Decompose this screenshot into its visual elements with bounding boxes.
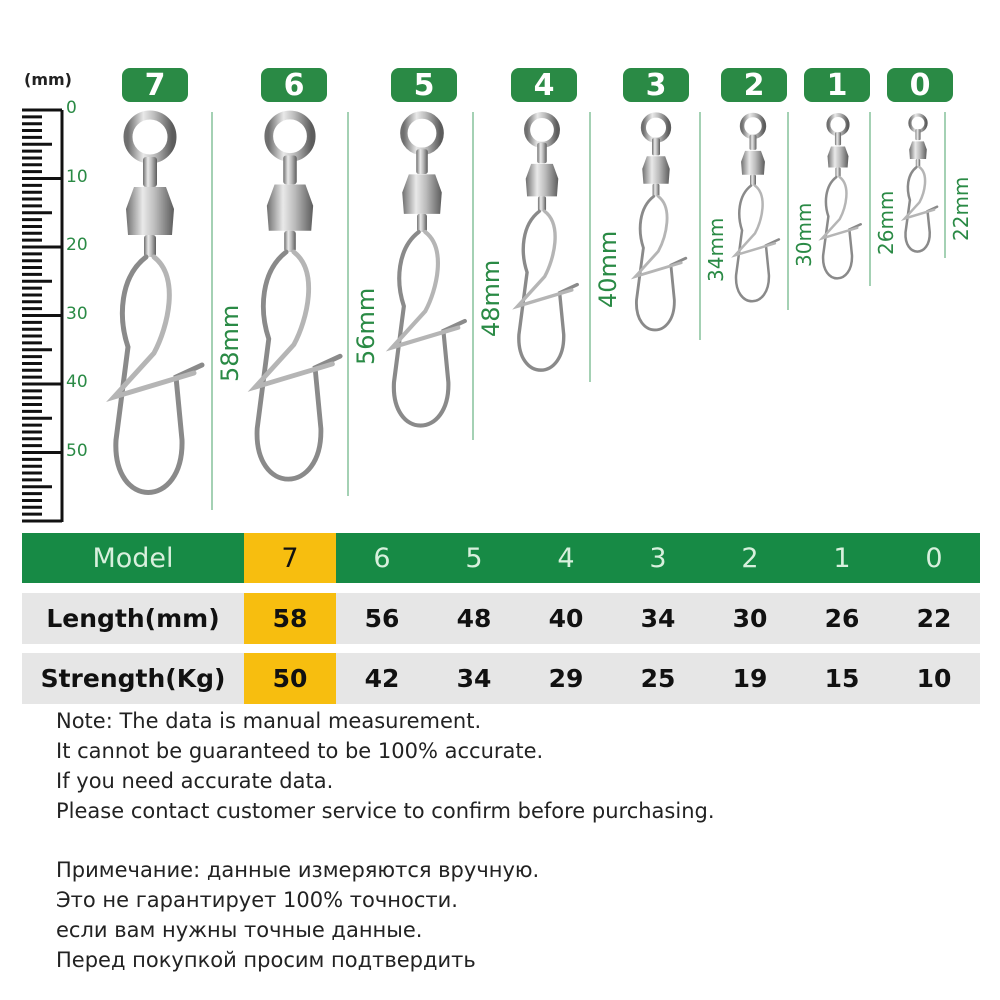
note-line-ru: Это не гарантирует 100% точности. [56, 888, 458, 912]
swivel-snap [635, 115, 685, 330]
length-header: Length(mm) [46, 604, 220, 633]
ruler-tick-label: 30 [66, 303, 88, 324]
ruler-unit: (mm) [24, 70, 72, 89]
table-cell: 58 [244, 593, 336, 644]
swivel-snap [905, 115, 937, 252]
table-row-model [22, 533, 980, 583]
table-cell: 0 [925, 542, 943, 574]
size-badge: 5 [391, 68, 457, 102]
length-label: 34mm [704, 217, 728, 282]
note-line-ru: если вам нужны точные данные. [56, 918, 423, 942]
table-cell: 4 [557, 542, 575, 574]
table-cell: 7 [244, 533, 336, 583]
table-cell: 3 [649, 542, 667, 574]
swivel-snap [518, 115, 578, 370]
table-cell: 40 [548, 604, 584, 633]
note-line-en: Please contact customer service to confirm before purchasing. [56, 799, 715, 823]
length-label: 26mm [874, 190, 898, 255]
ruler-tick-label: 10 [66, 166, 88, 187]
size-badge: 1 [804, 68, 870, 102]
swivel-snap [114, 115, 202, 493]
table-cell: 19 [732, 664, 768, 693]
swivel-snap [255, 115, 340, 479]
strength-header: Strength(Kg) [40, 664, 226, 693]
table-cell: 1 [833, 542, 851, 574]
ruler-tick-label: 0 [66, 98, 77, 118]
size-badge: 6 [261, 68, 327, 102]
ruler-tick-label: 20 [66, 235, 88, 255]
table-cell: 42 [364, 664, 400, 693]
size-badge: 3 [623, 68, 689, 102]
measuring-ruler [22, 110, 62, 522]
measurement-note [56, 706, 715, 975]
length-label: 48mm [477, 259, 505, 338]
ruler-tick-label: 40 [66, 372, 88, 392]
table-cell: 25 [640, 664, 676, 693]
note-line-en: If you need accurate data. [56, 769, 334, 793]
table-cell: 29 [548, 664, 584, 693]
table-cell: 5 [465, 542, 483, 574]
note-line-en: Note: The data is manual measurement. [56, 709, 482, 733]
swivel-snap [735, 115, 779, 301]
table-cell: 34 [640, 604, 676, 633]
size-badge: 2 [721, 68, 787, 102]
table-cell: 15 [824, 664, 860, 693]
table-cell: 6 [373, 542, 391, 574]
table-cell: 56 [364, 604, 400, 633]
size-badge: 0 [887, 68, 953, 102]
table-cell: 50 [244, 653, 336, 704]
swivel-snap [392, 115, 465, 426]
model-header: Model [92, 542, 174, 574]
table-cell: 26 [824, 604, 860, 633]
table-cell: 10 [916, 664, 952, 693]
length-label: 22mm [949, 176, 973, 241]
swivel-snap [822, 115, 860, 278]
table-cell: 48 [456, 604, 492, 633]
table-cell: 22 [916, 604, 952, 633]
note-line-ru: Примечание: данные измеряются вручную. [56, 858, 540, 882]
length-label: 30mm [792, 202, 816, 267]
size-badge: 4 [511, 68, 577, 102]
table-row-strength [22, 653, 980, 704]
size-badge: 7 [122, 68, 188, 102]
length-label: 40mm [594, 230, 622, 309]
length-label: 56mm [352, 287, 380, 366]
note-line-ru: Перед покупкой просим подтвердить [56, 948, 476, 972]
table-cell: 30 [732, 604, 768, 633]
table-cell: 2 [741, 542, 759, 574]
table-cell: 34 [456, 664, 492, 693]
length-label: 58mm [216, 304, 244, 383]
table-row-length [22, 593, 980, 644]
note-line-en: It cannot be guaranteed to be 100% accurate. [56, 739, 544, 763]
ruler-tick-label: 50 [66, 440, 88, 461]
